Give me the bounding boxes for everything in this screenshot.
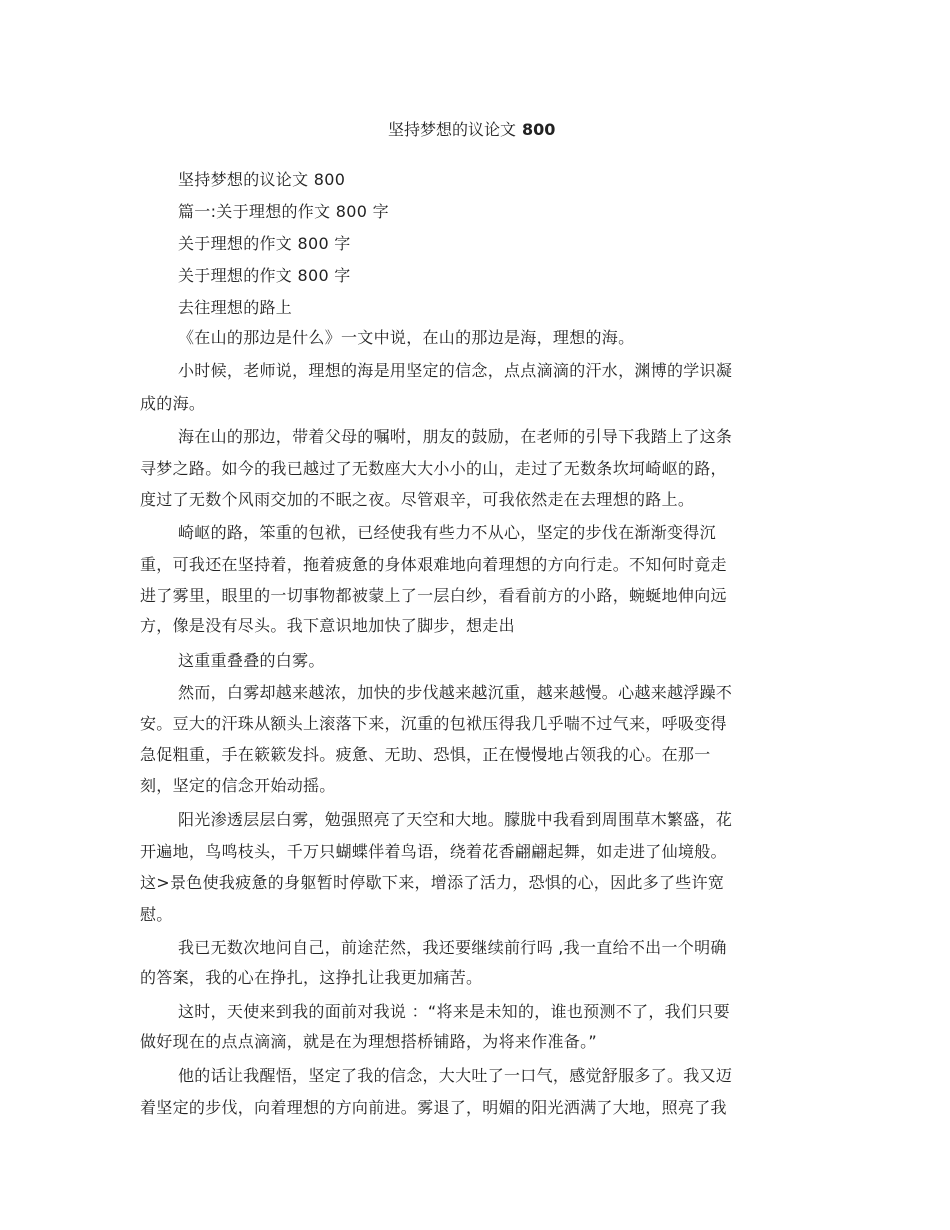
text-line: 海在山的那边，带着父母的嘱咐，朋友的鼓励，在老师的引导下我踏上了这条 bbox=[178, 427, 733, 446]
text-line: 刻，坚定的信念开始动摇。 bbox=[140, 776, 336, 795]
document-title-number: 800 bbox=[522, 120, 556, 139]
text-line: 这>景色使我疲惫的身躯暂时停歇下来，增添了活力，恐惧的心，因此多了些许宽 bbox=[140, 873, 725, 892]
text-line: 这时，天使来到我的面前对我说 ：“将来是未知的，谁也预测不了，我们只要 bbox=[178, 1002, 730, 1021]
text-line: 着坚定的步伐，向着理想的方向前进。雾退了，明媚的阳光洒满了大地，照亮了我 bbox=[140, 1098, 727, 1117]
text-line: 关于理想的作文 800 字 bbox=[178, 266, 351, 285]
text-line: 安。豆大的汗珠从额头上滚落下来，沉重的包袱压得我几乎喘不过气来，呼吸变得 bbox=[140, 714, 727, 733]
text-line: 度过了无数个风雨交加的不眠之夜。尽管艰辛，可我依然走在去理想的路上。 bbox=[140, 490, 695, 509]
text-line: 然而，白雾却越来越浓，加快的步伐越来越沉重，越来越慢。心越来越浮躁不 bbox=[178, 683, 733, 702]
text-line: 坚持梦想的议论文 800 bbox=[178, 170, 346, 189]
text-line: 开遍地，鸟鸣枝头，千万只蝴蝶伴着鸟语，绕着花香翩翩起舞，如走进了仙境般。 bbox=[140, 842, 727, 861]
text-line: 急促粗重，手在簌簌发抖。疲惫、无助、恐惧，正在慢慢地占领我的心。在那一 bbox=[140, 745, 711, 764]
text-line: 崎岖的路，笨重的包袱，已经使我有些力不从心，坚定的步伐在渐渐变得沉 bbox=[178, 523, 716, 542]
text-line: 慰。 bbox=[140, 905, 173, 924]
text-line: 的答案，我的心在挣扎，这挣扎让我更加痛苦。 bbox=[140, 968, 483, 987]
text-line: 篇一:关于理想的作文 800 字 bbox=[178, 202, 389, 221]
text-line: 寻梦之路。如今的我已越过了无数座大大小小的山，走过了无数条坎坷崎岖的路， bbox=[140, 459, 727, 478]
document-title-text: 坚持梦想的议论文 bbox=[388, 120, 517, 139]
text-line: 阳光渗透层层白雾，勉强照亮了天空和大地。朦胧中我看到周围草木繁盛，花 bbox=[178, 810, 733, 829]
text-line: 他的话让我醒悟，坚定了我的信念，大大吐了一口气，感觉舒服多了。我又迈 bbox=[178, 1066, 733, 1085]
text-line: 去往理想的路上 bbox=[178, 298, 293, 317]
text-line: 做好现在的点点滴滴，就是在为理想搭桥铺路，为将来作准备。” bbox=[140, 1032, 597, 1051]
text-line: 《在山的那边是什么》一文中说，在山的那边是海，理想的海。 bbox=[178, 328, 635, 347]
text-line: 我已无数次地问自己，前途茫然，我还要继续前行吗 ,我一直给不出一个明确 bbox=[178, 938, 727, 957]
text-line: 这重重叠叠的白雾。 bbox=[178, 651, 325, 670]
text-line: 进了雾里，眼里的一切事物都被蒙上了一层白纱，看看前方的小路，蜿蜒地伸向远 bbox=[140, 586, 727, 605]
text-line: 小时候，老师说，理想的海是用坚定的信念，点点滴滴的汗水，渊博的学识凝 bbox=[178, 361, 733, 380]
text-line: 关于理想的作文 800 字 bbox=[178, 234, 351, 253]
document-title bbox=[388, 120, 555, 140]
text-line: 成的海。 bbox=[140, 394, 206, 413]
text-line: 方，像是没有尽头。我下意识地加快了脚步，想走出 bbox=[140, 616, 515, 635]
text-line: 重，可我还在坚持着，拖着疲惫的身体艰难地向着理想的方向行走。不知何时竟走 bbox=[140, 555, 727, 574]
